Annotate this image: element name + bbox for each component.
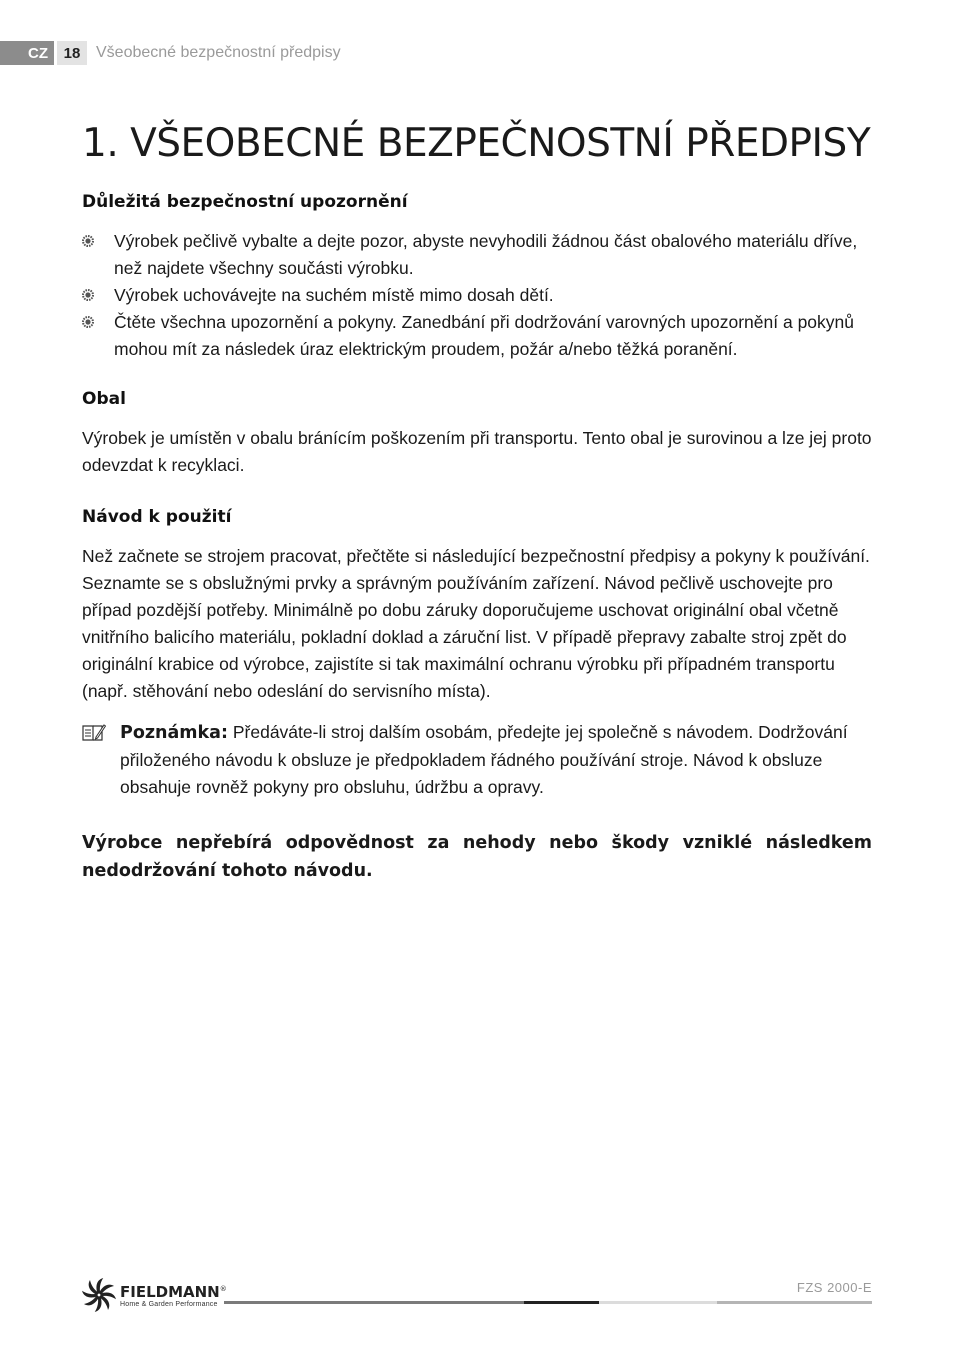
page-title: 1. VŠEOBECNÉ BEZPEČNOSTNÍ PŘEDPISY xyxy=(82,121,871,166)
bullet-text: Čtěte všechna upozornění a pokyny. Zanedbání při dodržování varovných upozornění a pokynů mohou mít za následek úraz elektrickým proudem, požár a/nebo těžká poranění. xyxy=(114,312,855,359)
page-header xyxy=(0,41,341,65)
liability-disclaimer: Výrobce nepřebírá odpovědnost za nehody nebo škody vzniklé následkem nedodržování tohoto návodu. xyxy=(82,833,872,881)
section-heading-packaging: Obal xyxy=(82,389,126,409)
bullet-text: Výrobek uchovávejte na suchém místě mimo dosah dětí. xyxy=(114,285,554,305)
list-item xyxy=(82,309,872,363)
running-title: Všeobecné bezpečnostní předpisy xyxy=(96,44,341,61)
book-note-icon xyxy=(82,723,106,741)
gear-bullet-icon xyxy=(82,316,94,328)
section-heading-manual: Návod k použití xyxy=(82,507,232,527)
note-text: Předáváte-li stroj dalším osobám, předejte jej společně s návodem. Dodržování přiloženého návodu k obsluze je předpokladem řádného používání stroje. Návod k obsluze obsahuje rovněž pokyny pro obsluhu, údržbu a opravy. xyxy=(120,722,848,797)
trademark-symbol: ® xyxy=(219,1285,227,1293)
note-block xyxy=(82,719,872,801)
safety-bullet-list xyxy=(82,228,872,363)
section-heading-important: Důležitá bezpečnostní upozornění xyxy=(82,192,408,212)
note-label: Poznámka: xyxy=(120,723,228,743)
brand-tagline: Home & Garden Performance xyxy=(120,1301,218,1308)
language-tab: CZ xyxy=(0,41,54,65)
packaging-paragraph: Výrobek je umístěn v obalu bránícím poškozením při transportu. Tento obal je surovinou a lze jej proto odevzdat k recyklaci. xyxy=(82,428,872,475)
footer-rule-dark xyxy=(524,1301,599,1304)
list-item xyxy=(82,228,872,282)
fieldmann-logo xyxy=(82,1278,227,1312)
page-number: 18 xyxy=(57,41,87,65)
logo-text xyxy=(120,1281,227,1309)
footer-rule-light xyxy=(599,1301,717,1304)
footer-rule-mid xyxy=(717,1301,872,1304)
gear-bullet-icon xyxy=(82,289,94,301)
list-item xyxy=(82,282,872,309)
bullet-text: Výrobek pečlivě vybalte a dejte pozor, abyste nevyhodili žádnou část obalového materiálu dříve, než najdete všechny součásti výrobku. xyxy=(114,231,858,278)
footer-rule-gray xyxy=(224,1301,524,1304)
manual-paragraph: Než začnete se strojem pracovat, přečtěte si následující bezpečnostní předpisy a pokyny k používání. Seznamte se s obslužnými prvky a správným používáním zařízení. Návod pečlivě uschovejte pro případ pozdější potřeby. Minimálně po dobu záruky doporučujeme uschovat originální obal včetně vnitřního balicího materiálu, pokladní doklad a záruční list. V případě přepravy zabalte stroj zpět do originální krabice od výrobce, zajistíte si tak maximální ochranu výrobku při případném transportu (např. stěhování nebo odeslání do servisního místa). xyxy=(82,546,870,701)
brand-name: FIELDMANN® xyxy=(120,1283,227,1301)
swirl-logo-icon xyxy=(82,1278,116,1312)
gear-bullet-icon xyxy=(82,235,94,247)
model-number: FZS 2000-E xyxy=(796,1280,872,1295)
main-content xyxy=(82,118,872,885)
